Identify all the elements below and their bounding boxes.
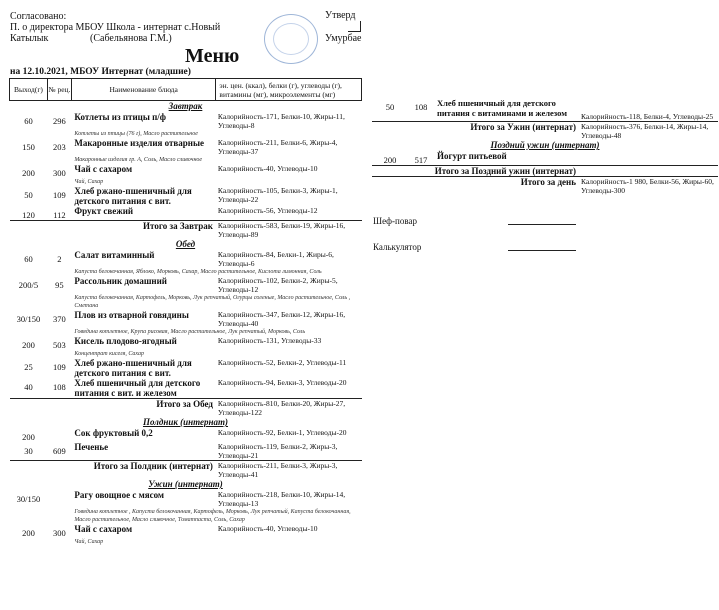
output-cell: 60	[24, 254, 33, 264]
nutrition-cell: Калорийность-119, Белки-2, Жиры-3, Углеводы-21	[217, 442, 338, 460]
table-row	[10, 186, 362, 206]
table-row	[10, 112, 362, 130]
nutrition-cell: Калорийность-40, Углеводы-10	[217, 164, 318, 173]
ingredients-text: Макаронные изделия гр. А, Соль, Масло сливочное	[74, 157, 203, 163]
output-cell: 200	[383, 155, 397, 165]
section-total-label: Итого за Обед	[10, 399, 216, 418]
late-total-label: Итого за Поздний ужин (интернат)	[372, 166, 579, 177]
table-row	[10, 490, 362, 508]
output-cell: 50	[24, 190, 33, 200]
dish-cell	[71, 250, 216, 268]
col-recipe-header: № рец.	[47, 79, 71, 101]
table-row	[10, 206, 362, 221]
output-cell: 30/150	[16, 314, 41, 324]
ingredients-text: Капуста белокочанная, Картофель, Морковь, Лук репчатый, Огурцы соленые, Масло растительное, Соль , Сметана	[74, 295, 351, 309]
section-row	[10, 239, 362, 250]
approve-signature-line	[348, 21, 361, 32]
recipe-cell: 517	[414, 155, 428, 165]
table-row	[10, 378, 362, 399]
dinner-total-label: Итого за Ужин (интернат)	[372, 122, 579, 141]
recipe-cell: 112	[53, 210, 66, 220]
dish-name: Хлеб ржано-пшеничный для детского питания с вит.	[74, 358, 192, 378]
dish-name: Рассольник домашний	[74, 276, 167, 286]
ingredients-row	[10, 156, 362, 164]
section-total-label: Итого за Завтрак	[10, 221, 216, 240]
recipe-cell: 296	[53, 116, 66, 126]
output-cell: 200	[22, 528, 35, 538]
dish-name: Хлеб пшеничный для детского питания с вит. и железом	[74, 378, 201, 398]
ingredients-row	[10, 350, 362, 358]
dish-name: Хлеб пшеничный для детского питания с витаминами и железом	[437, 98, 568, 118]
recipe-cell: 300	[53, 168, 66, 178]
section-total-row	[10, 461, 362, 480]
table-row	[10, 250, 362, 268]
day-total-value: Калорийность-1 980, Белки-56, Жиры-60, Углеводы-300	[579, 177, 718, 196]
page-title: Меню	[185, 45, 240, 67]
table-row	[10, 358, 362, 378]
dish-cell	[71, 358, 216, 378]
ingredients-text: Капуста белокочанная, Яблоко, Морковь, Сахар, Масло растительное, Кислота лимонная, Соль	[74, 269, 322, 275]
ingredients-text: Концентрат киселя, Сахар	[74, 351, 145, 357]
dish-name: Чай с сахаром	[74, 524, 133, 534]
chef-signature-line	[508, 224, 576, 225]
recipe-cell: 95	[55, 280, 64, 290]
approve-label: Утверд	[325, 10, 356, 21]
table-header-row	[10, 79, 362, 101]
section-title: Обед	[175, 239, 196, 249]
nutrition-cell: Калорийность-171, Белки-10, Жиры-11, Углеводы-8	[217, 112, 345, 130]
section-row	[10, 417, 362, 428]
dinner-total-value: Калорийность-376, Белки-14, Жиры-14, Углеводы-48	[579, 122, 718, 141]
nutrition-cell: Калорийность-84, Белки-1, Жиры-6, Углеводы-6	[217, 250, 334, 268]
dish-name: Кисель плодово-ягодный	[74, 336, 177, 346]
dish-cell	[71, 276, 216, 294]
table-row	[372, 98, 718, 122]
dish-name: Сок фруктовый 0,2	[74, 428, 153, 438]
section-row	[372, 140, 718, 151]
dish-cell	[71, 206, 216, 221]
dish-name: Чай с сахаром	[74, 164, 133, 174]
ingredients-text: Чай, Сахар	[74, 179, 104, 185]
nutrition-cell: Калорийность-347, Белки-12, Жиры-16, Углеводы-40	[217, 310, 346, 328]
menu-table	[9, 78, 362, 546]
seal-stamp-icon	[264, 14, 318, 64]
table-row	[10, 336, 362, 350]
nutrition-cell: Калорийность-52, Белки-2, Углеводы-11	[217, 358, 347, 367]
late-total-row	[372, 166, 718, 177]
col-output-header: Выход(г)	[10, 79, 48, 101]
output-cell: 200	[22, 432, 35, 442]
day-total-row	[372, 177, 718, 196]
chef-label: Шеф-повар	[373, 216, 417, 226]
dish-cell	[71, 336, 216, 350]
dish-name: Макаронные изделия отварные	[74, 138, 204, 148]
dish-name: Фрукт свежий	[74, 206, 134, 216]
dish-name: Рагу овощное с мясом	[74, 490, 165, 500]
recipe-cell: 109	[53, 190, 66, 200]
menu-table-continued	[372, 98, 718, 195]
output-cell: 120	[22, 210, 35, 220]
agreed-label: Согласовано:	[10, 11, 67, 22]
table-row	[10, 428, 362, 442]
table-row	[10, 164, 362, 178]
section-row	[10, 101, 362, 113]
section-row	[10, 479, 362, 490]
recipe-cell: 300	[53, 528, 66, 538]
section-total-row	[10, 399, 362, 418]
output-cell: 30	[24, 446, 33, 456]
dish-name: Печенье	[74, 442, 109, 452]
ingredients-row	[10, 294, 362, 310]
ingredients-text: Говядина котлетное , Капуста белокочанная, Картофель, Морковь, Лук репчатый, Капуста белокочанная, Масло растительное, Масло сливочное, Томатпаста, Соль, Сахар	[74, 509, 351, 523]
section-total-row	[10, 221, 362, 240]
ingredients-row	[10, 178, 362, 186]
dish-cell	[71, 112, 216, 130]
nutrition-cell: Калорийность-40, Углеводы-10	[217, 524, 318, 533]
page-subtitle: на 12.10.2021, МБОУ Интернат (младшие)	[10, 67, 191, 77]
table-row	[10, 276, 362, 294]
nutrition-cell: Калорийность-102, Белки-2, Жиры-5, Углеводы-12	[217, 276, 338, 294]
recipe-cell	[47, 428, 71, 442]
nutrition-cell: Калорийность-105, Белки-3, Жиры-1, Углеводы-22	[217, 186, 338, 204]
ingredients-text: Котлеты из птицы (76 г), Масло растительное	[74, 131, 198, 137]
dish-name: Йогурт питьевой	[437, 151, 507, 161]
calculator-signature-line	[508, 250, 576, 251]
ingredients-row	[10, 538, 362, 546]
table-row	[10, 310, 362, 328]
dish-cell	[71, 378, 216, 399]
col-name-header: Наименование блюда	[71, 79, 216, 101]
ingredients-text: Чай, Сахар	[74, 539, 104, 545]
output-cell: 50	[385, 102, 395, 112]
dish-cell	[71, 164, 216, 178]
nutrition-cell: Калорийность-211, Белки-6, Жиры-4, Углеводы-37	[217, 138, 338, 156]
table-row	[10, 524, 362, 538]
ingredients-row	[10, 130, 362, 138]
dish-name: Хлеб ржано-пшеничный для детского питания с вит.	[74, 186, 192, 206]
output-cell: 60	[24, 116, 33, 126]
ingredients-text: Говядина котлетное, Крупа рисовая, Масло растительное, Лук репчатый, Морковь, Соль	[74, 329, 306, 335]
recipe-cell: 108	[53, 382, 66, 392]
dish-cell	[71, 310, 216, 328]
recipe-cell: 108	[414, 102, 428, 112]
recipe-cell: 2	[57, 254, 62, 264]
dish-cell	[71, 490, 216, 508]
dish-cell	[71, 186, 216, 206]
dish-name: Плов из отварной говядины	[74, 310, 189, 320]
col-nutrition-header: эн. цен. (ккал), белки (г), углеводы (г), витамины (мг), микроэлементы (мг)	[216, 79, 362, 101]
section-total-value: Калорийность-211, Белки-3, Жиры-3, Углеводы-41	[216, 461, 362, 480]
ingredients-row	[10, 328, 362, 336]
day-total-label: Итого за день	[372, 177, 579, 196]
table-row	[10, 442, 362, 461]
dish-name: Салат витаминный	[74, 250, 155, 260]
dish-name: Котлеты из птицы п/ф	[74, 112, 167, 122]
recipe-cell: 609	[53, 446, 66, 456]
nutrition-cell: Калорийность-92, Белки-1, Углеводы-20	[217, 428, 347, 437]
dish-cell	[71, 524, 216, 538]
approve-label-2: Умурбае	[325, 33, 362, 44]
section-title: Полдник (интернат)	[142, 417, 229, 427]
recipe-cell: 370	[53, 314, 66, 324]
director-line: П. о директора МБОУ Школа - интернат с.Новый	[10, 22, 221, 33]
section-title: Поздний ужин (интернат)	[490, 140, 600, 150]
output-cell: 200/5	[18, 280, 39, 290]
section-title: Завтрак	[168, 101, 203, 111]
ingredients-row	[10, 268, 362, 276]
output-cell: 200	[22, 340, 35, 350]
recipe-cell: 503	[53, 340, 66, 350]
output-cell: 30/150	[16, 494, 41, 504]
nutrition-cell: Калорийность-56, Углеводы-12	[217, 206, 318, 215]
place-label: Катылык	[10, 33, 49, 44]
output-cell: 25	[24, 362, 33, 372]
section-total-value: Калорийность-810, Белки-20, Жиры-27, Углеводы-122	[216, 399, 362, 418]
nutrition-cell: Калорийность-94, Белки-3, Углеводы-20	[217, 378, 347, 387]
nutrition-cell: Калорийность-218, Белки-10, Жиры-14, Углеводы-13	[217, 490, 346, 508]
nutrition-cell: Калорийность-118, Белки-4, Углеводы-25	[581, 112, 714, 121]
ingredients-row	[10, 508, 362, 524]
recipe-cell: 203	[53, 142, 66, 152]
output-cell: 150	[22, 142, 35, 152]
section-total-label: Итого за Полдник (интернат)	[10, 461, 216, 480]
table-row	[10, 138, 362, 156]
dish-cell	[71, 138, 216, 156]
output-cell: 40	[24, 382, 33, 392]
section-total-value: Калорийность-583, Белки-19, Жиры-16, Углеводы-89	[216, 221, 362, 240]
nutrition-cell: Калорийность-131, Углеводы-33	[217, 336, 322, 345]
dinner-total-row	[372, 122, 718, 141]
section-title: Ужин (интернат)	[148, 479, 223, 489]
recipe-cell: 109	[53, 362, 66, 372]
recipe-cell	[47, 490, 71, 508]
dish-cell	[71, 428, 216, 442]
dish-cell	[71, 442, 216, 461]
table-row	[372, 151, 718, 166]
director-name: (Сабельянова Г.М.)	[90, 33, 172, 44]
output-cell: 200	[22, 168, 35, 178]
calculator-label: Калькулятор	[373, 242, 422, 252]
